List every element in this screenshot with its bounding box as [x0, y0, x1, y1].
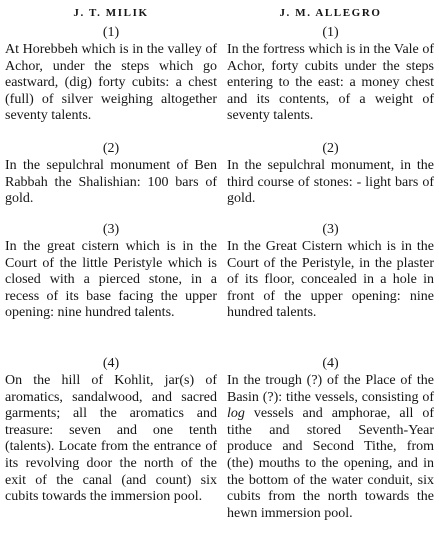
- allegro-column: [227, 0, 434, 550]
- allegro-entry-4: [227, 355, 434, 522]
- entry-text: In the sepulchral monument, in the third course of stones: - light bars of gold.: [227, 158, 434, 207]
- milik-entry-2: [5, 140, 217, 208]
- entry-number: (1): [102, 25, 120, 40]
- entry-number: (2): [322, 141, 339, 156]
- entry-text: On the hill of Kohlit, jar(s) of aromatics, sandalwood, and sacred garments; all the aromatics and treasure: seven and one tenth (talents). Locate from the entrance of its revolving door the north of the exit of the canal (and count) six cubits towards the immersion pool.: [5, 373, 217, 505]
- allegro-entry-1: [227, 24, 434, 125]
- allegro-entry-3: [227, 221, 434, 322]
- column-author-milik: J. T. MILIK: [73, 7, 149, 19]
- entry-number: (1): [322, 25, 339, 40]
- entry-text-italic: log: [227, 406, 245, 422]
- entry-number: (3): [322, 222, 339, 237]
- milik-column: [5, 0, 217, 550]
- entry-text: In the great cistern which is in the Court of the little Peristyle which is closed with a pierced stone, in a recess of its base facing the upper opening: nine hundred talents.: [5, 239, 217, 321]
- entry-text: In the fortress which is in the Vale of Achor, forty cubits under the steps entering to the east: a money chest and its contents, of a weight of seventy talents.: [227, 42, 434, 124]
- column-author-allegro: J. M. ALLEGRO: [279, 7, 382, 19]
- entry-text: At Horebbeh which is in the valley of Achor, under the steps which go eastward, (dig) forty cubits: a chest (full) of silver weighing altogether seventy talents.: [5, 42, 217, 124]
- entry-number: (4): [322, 356, 339, 371]
- allegro-entry-2: [227, 140, 434, 208]
- milik-entry-1: [5, 24, 217, 125]
- entry-text: In the sepulchral monument of Ben Rabbah the Shalishian: 100 bars of gold.: [5, 158, 217, 207]
- entry-text-before: In the trough (?) of the Place of the Basin (?): tithe vessels, consisting of: [227, 373, 434, 405]
- entry-text-after: vessels and amphorae, all of tithe and stored Seventh-Year produce and Second Tithe, from (the) mouths to the opening, and in the bottom of the water conduit, six cubits from the north towards the hewn immersion pool.: [227, 406, 434, 521]
- entry-number: (2): [102, 141, 120, 156]
- entry-text: [227, 373, 434, 522]
- entry-number: (3): [102, 222, 120, 237]
- entry-text: In the Great Cistern which is in the Court of the Peristyle, in the plaster of its floor, concealed in a hole in front of the upper opening: nine hundred talents.: [227, 239, 434, 321]
- milik-entry-3: [5, 221, 217, 322]
- milik-entry-4: [5, 355, 217, 506]
- entry-number: (4): [102, 356, 120, 371]
